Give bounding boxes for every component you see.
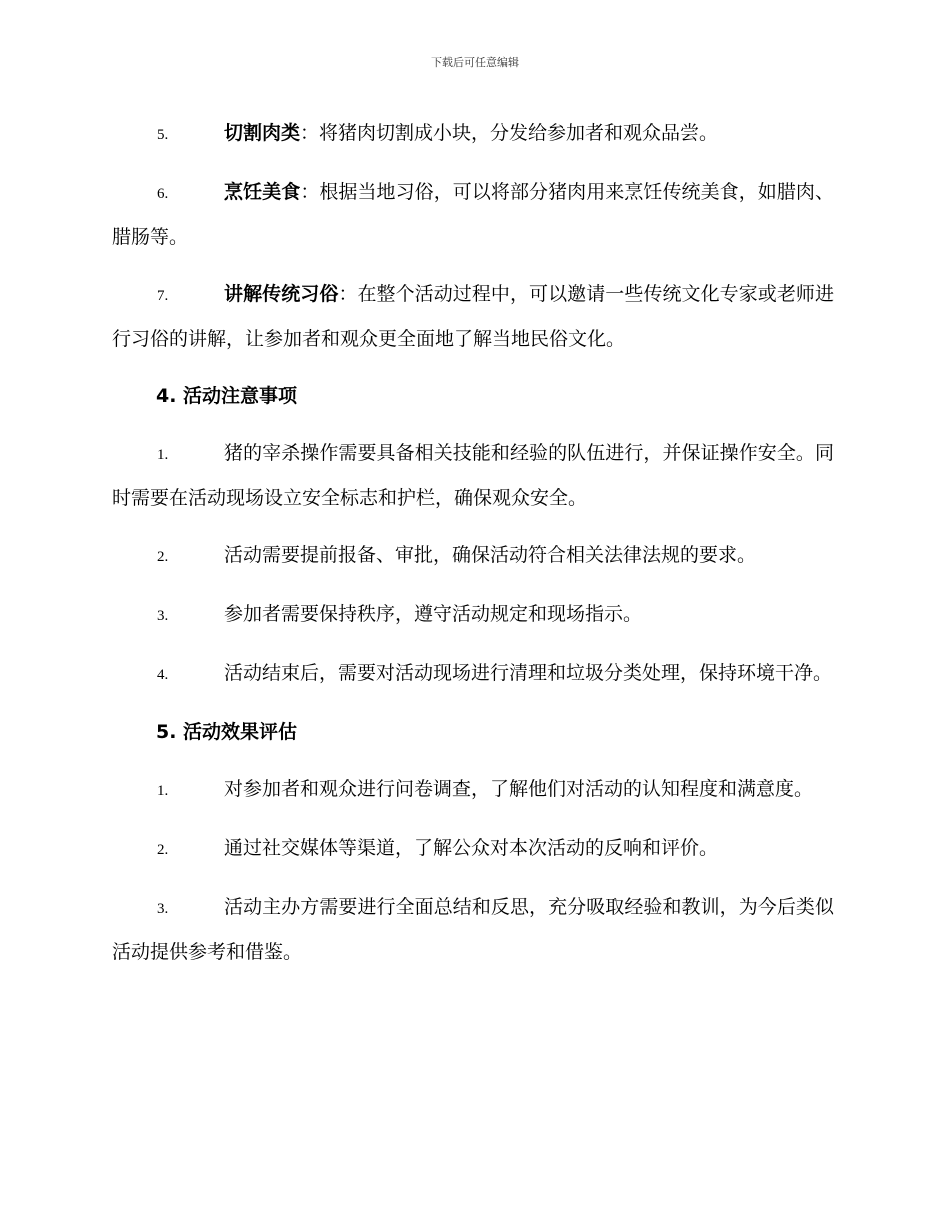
page-header: 下载后可任意编辑 xyxy=(431,56,519,69)
item-number: 2. xyxy=(157,842,169,858)
item-separator: ： xyxy=(300,122,320,144)
list-item xyxy=(112,886,834,974)
list-item xyxy=(112,273,834,361)
item-number: 2. xyxy=(157,549,169,565)
item-number: 1. xyxy=(157,447,169,463)
list-item xyxy=(112,534,834,579)
item-text: 活动需要提前报备、审批，确保活动符合相关法律法规的要求。 xyxy=(224,544,757,566)
item-number: 7. xyxy=(157,288,169,304)
item-separator: ： xyxy=(338,283,358,305)
item-number: 4. xyxy=(157,667,169,683)
item-term: 烹饪美食 xyxy=(224,181,301,203)
list-item xyxy=(112,593,834,638)
list-item xyxy=(112,827,834,872)
section-heading-precautions: 4. 活动注意事项 xyxy=(156,385,298,407)
item-number: 5. xyxy=(157,127,169,143)
item-text: 对参加者和观众进行问卷调查，了解他们对活动的认知程度和满意度。 xyxy=(224,778,814,800)
item-text: 在整个活动过程中，可以邀请一些传统文化专家或老师进行习俗的讲解，让参加者和观众更全面地了解当地民俗文化。 xyxy=(112,283,834,350)
item-text: 活动主办方需要进行全面总结和反思，充分吸取经验和教训，为今后类似活动提供参考和借鉴。 xyxy=(112,896,834,963)
item-term: 讲解传统习俗 xyxy=(224,283,339,305)
item-text: 将猪肉切割成小块，分发给参加者和观众品尝。 xyxy=(319,122,719,144)
item-number: 1. xyxy=(157,783,169,799)
list-item xyxy=(112,652,834,697)
item-text: 通过社交媒体等渠道，了解公众对本次活动的反响和评价。 xyxy=(224,837,719,859)
list-item xyxy=(112,171,834,259)
item-text: 根据当地习俗，可以将部分猪肉用来烹饪传统美食，如腊肉、腊肠等。 xyxy=(112,181,834,248)
section-heading-evaluation: 5. 活动效果评估 xyxy=(156,721,298,743)
list-item xyxy=(112,768,834,813)
item-text: 猪的宰杀操作需要具备相关技能和经验的队伍进行，并保证操作安全。同时需要在活动现场设立安全标志和护栏，确保观众安全。 xyxy=(112,442,834,509)
item-text: 参加者需要保持秩序，遵守活动规定和现场指示。 xyxy=(224,603,643,625)
item-number: 6. xyxy=(157,186,169,202)
item-number: 3. xyxy=(157,901,169,917)
item-term: 切割肉类 xyxy=(224,122,301,144)
item-number: 3. xyxy=(157,608,169,624)
document-body xyxy=(112,112,834,988)
list-item xyxy=(112,112,834,157)
list-item xyxy=(112,432,834,520)
item-separator: ： xyxy=(300,181,320,203)
item-text: 活动结束后，需要对活动现场进行清理和垃圾分类处理，保持环境干净。 xyxy=(224,662,833,684)
